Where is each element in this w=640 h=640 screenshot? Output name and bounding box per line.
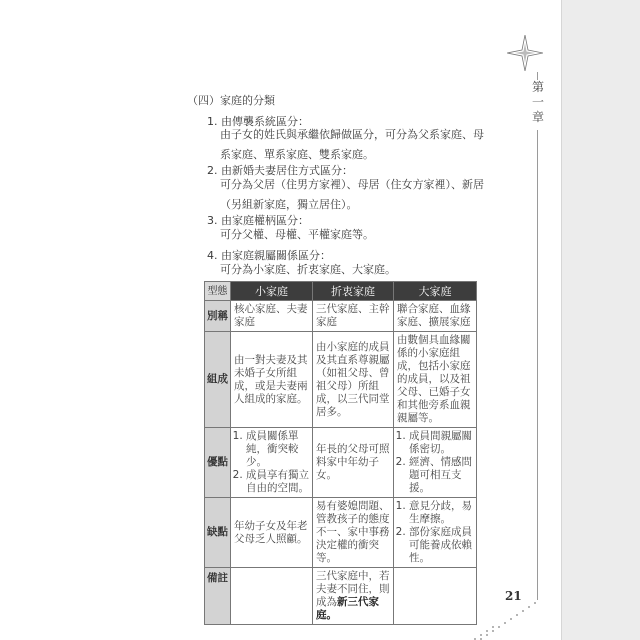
table-cell [231, 428, 313, 498]
column-header: 小家庭 [231, 282, 313, 301]
page-number: 21 [505, 589, 522, 603]
table-row [205, 301, 477, 332]
row-header: 備註 [205, 568, 231, 625]
table-cell: 核心家庭、夫妻家庭 [231, 301, 313, 332]
table-cell: 由小家庭的成員及其直系尊親屬（如祖父母、曾祖父母）所組成，以三代同堂居多。 [313, 332, 394, 428]
item-heading: 2. 由新婚夫妻居住方式區分： [207, 164, 353, 177]
list-item: 1. 意見分歧，易生摩擦。 [409, 500, 473, 526]
row-header: 組成 [205, 332, 231, 428]
row-header: 優點 [205, 428, 231, 498]
table-header-row [205, 282, 477, 301]
note-emphasis: 新三代家庭。 [316, 596, 379, 621]
table-cell: 聯合家庭、血緣家庭、擴展家庭 [394, 301, 477, 332]
list-item: 1. 成員關係單純，衝突較少。 [246, 430, 309, 469]
item-text: 可分為父居（住男方家裡）、母居（住女方家裡）、新居（另組新家庭，獨立居住）。 [220, 178, 484, 211]
margin-rule [537, 130, 538, 600]
table-cell [231, 568, 313, 625]
table-cell: 易有婆媳問題、管教孩子的態度不一、家中事務決定權的衝突等。 [313, 498, 394, 568]
table-corner-cell: 型態 [205, 282, 231, 301]
table-row [205, 568, 477, 625]
row-header: 別稱 [205, 301, 231, 332]
list-item: 1. 成員間親屬關係密切。 [409, 430, 473, 456]
table-cell [313, 568, 394, 625]
item-heading: 3. 由家庭權柄區分： [207, 214, 309, 227]
item-heading: 1. 由傳襲系統區分： [207, 115, 309, 128]
section-title: （四）家庭的分類 [187, 94, 275, 107]
table-row [205, 332, 477, 428]
compass-star-icon [507, 35, 543, 71]
chapter-label: 第一章 [531, 80, 544, 124]
table-cell: 年長的父母可照料家中年幼子女。 [313, 428, 394, 498]
note-text: 三代家庭中，若夫妻不同住，則成為 [316, 570, 390, 608]
margin-strip [561, 0, 640, 640]
table-cell [394, 498, 477, 568]
item-text: 可分父權、母權、平權家庭等。 [220, 228, 374, 241]
list-item: 2. 成員享有獨立自由的空間。 [246, 469, 309, 495]
margin-rule-top [537, 72, 538, 80]
stair-decoration [470, 568, 560, 640]
row-header: 缺點 [205, 498, 231, 568]
item-text: 由子女的姓氏與承繼依歸做區分，可分為父系家庭、母系家庭、單系家庭、雙系家庭。 [220, 128, 484, 161]
table-cell: 三代家庭、主幹家庭 [313, 301, 394, 332]
table-row [205, 428, 477, 498]
list-item: 2. 部份家庭成員可能養成依賴性。 [409, 526, 473, 565]
column-header: 折衷家庭 [313, 282, 394, 301]
column-header: 大家庭 [394, 282, 477, 301]
family-types-table [204, 281, 477, 625]
table-row [205, 498, 477, 568]
table-cell: 由一對夫妻及其未婚子女所組成，或是夫妻兩人組成的家庭。 [231, 332, 313, 428]
table-cell [394, 428, 477, 498]
item-heading: 4. 由家庭親屬關係區分： [207, 249, 331, 262]
item-text: 可分為小家庭、折衷家庭、大家庭。 [220, 263, 396, 276]
table-cell [394, 568, 477, 625]
table-cell: 年幼子女及年老父母乏人照顧。 [231, 498, 313, 568]
list-item: 2. 經濟、情感問題可相互支援。 [409, 456, 473, 495]
table-cell: 由數個具血緣關係的小家庭組成，包括小家庭的成員，以及祖父母、已婚子女和其他旁系血親親屬等。 [394, 332, 477, 428]
